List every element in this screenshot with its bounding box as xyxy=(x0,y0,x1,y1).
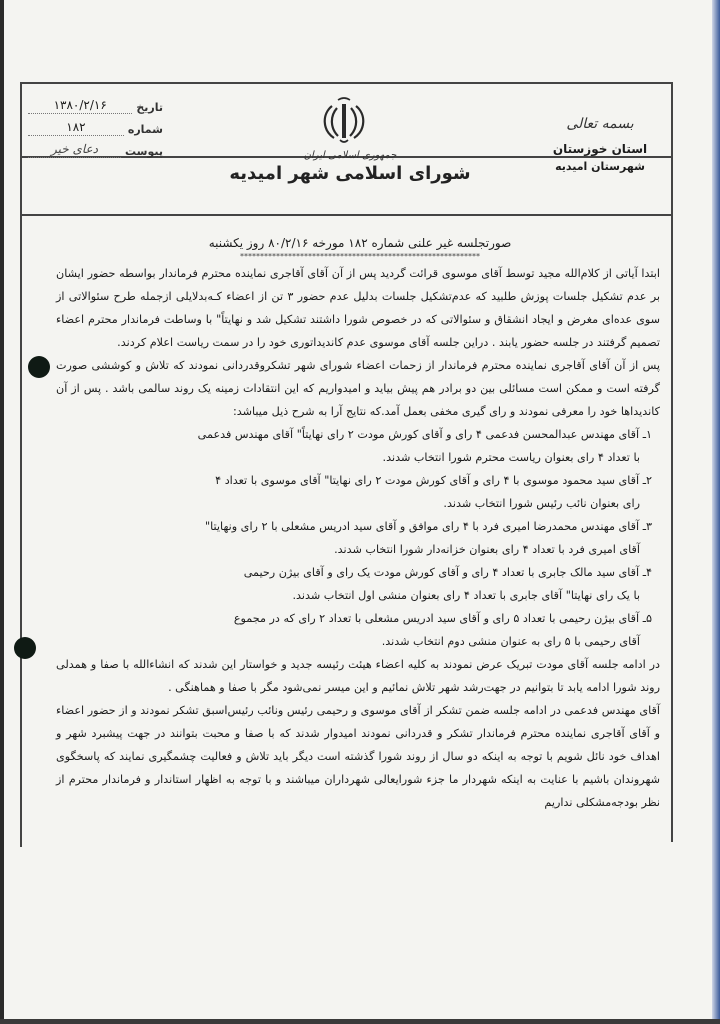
result-continuation: با تعداد ۴ رای بعنوان ریاست محترم شورا انتخاب شدند. xyxy=(382,451,640,464)
result-item-3 xyxy=(56,515,652,561)
result-continuation: آقای رحیمی با ۵ رای به عنوان منشی دوم انتخاب شدند. xyxy=(381,635,640,648)
council-title: شورای اسلامی شهر امیدیه xyxy=(229,163,471,184)
punch-hole xyxy=(14,637,36,659)
result-text: آقای سید محمود موسوی با ۴ رای و آقای کورش مودت ۲ رای نهایتا" آقای موسوی با تعداد ۴ xyxy=(215,474,640,487)
minutes-heading xyxy=(140,236,580,261)
province-label: استان خوزستان xyxy=(552,142,648,156)
date-value: ۱۳۸۰/۲/۱۶ xyxy=(28,98,132,114)
attachment-value: دعای خیر xyxy=(28,142,121,158)
letter-meta xyxy=(28,92,163,158)
iran-emblem-icon xyxy=(318,96,370,146)
scan-edge-left xyxy=(0,0,4,1024)
scan-edge-right xyxy=(712,0,720,1024)
punch-hole xyxy=(28,356,50,378)
council-heading xyxy=(200,150,500,184)
result-number: ۲ـ xyxy=(642,474,652,487)
attachment-row xyxy=(28,136,163,158)
county-label: شهرستان امیدیه xyxy=(555,160,645,173)
result-continuation: با یک رای نهایتا" آقای جابری با تعداد ۴ رای بعنوان منشی اول انتخاب شدند. xyxy=(292,589,640,602)
heading-separator: ************************************************************ xyxy=(240,252,480,261)
result-continuation: رای بعنوان نائب رئیس شورا انتخاب شدند. xyxy=(443,497,640,510)
basmala: بسمه تعالی xyxy=(566,116,634,132)
candidates-paragraph: پس از آن آقای آقاجری نماینده محترم فرماندار از زحمات اعضاء شورای شهر تشکروقدردانی نمودند که تلاش و کوششی صورت گرفته است و ممکن است مسائلی بین دو برادر هم پیش بیاید و امیدواریم که این انتقادات زمینه یک روند سالمی باشد . پس از آن کاندیداها خود را معرفی نمودند و رای گیری مخفی بعمل آمد.که نتایج آرا به شرح ذیل میباشد: xyxy=(56,359,660,418)
result-text: آقای مهندس محمدرضا امیری فرد با ۴ رای موافق و آقای سید ادریس مشعلی با ۲ رای ونهایتا" xyxy=(205,520,640,533)
republic-text: جمهوری اسلامی ایران xyxy=(303,150,397,161)
result-text: آقای مهندس عبدالمحسن فدعمی ۴ رای و آقای کورش مودت ۲ رای نهایتاً" آقای مهندس فدعمی xyxy=(197,428,640,441)
result-number: ۵ـ xyxy=(642,612,652,625)
minutes-title: صورتجلسه غیر علنی شماره ۱۸۲ مورخه ۸۰/۲/۱۶ روز یکشنبه xyxy=(208,236,512,250)
letterhead-right xyxy=(540,116,660,173)
result-item-5 xyxy=(56,607,652,653)
result-continuation: آقای امیری فرد با تعداد ۴ رای بعنوان خزانه‌دار شورا انتخاب شدند. xyxy=(334,543,640,556)
opening-paragraph: ابتدا آیاتی از کلام‌الله مجید توسط آقای موسوی قرائت گردید پس از آن آقای آقاجری نماینده محترم فرماندار بواسطه حضور ایشان بر عدم تشکیل جلسات پوزش طلبید که عدم‌تشکیل جلسات بدلیل عدم حضور ۳ تن از اعضاء کـه‌بدلایلی ازجمله طرح سئوالاتی از سوی عده‌ای مغرض و ایجاد انشقاق و سئوالاتی که در خصوص شورا داشتند تشکیل شد و نهایتاً" با وساطت فرماندار محترم اعضاء تصمیم گرفتند در جلسه حضور یابند . دراین جلسه آقای موسوی عدم کاندیداتوری خود را در سمت ریاست اعلام کردند. xyxy=(56,267,661,349)
page-frame-left-border xyxy=(20,82,22,847)
result-number: ۳ـ xyxy=(642,520,652,533)
attachment-label: پیوست xyxy=(125,145,163,158)
number-row xyxy=(28,114,163,136)
letterhead-bottom-rule xyxy=(20,214,673,216)
scan-edge-bottom xyxy=(0,1019,720,1024)
congratulations-paragraph: در ادامه جلسه آقای مودت تبریک عرض نمودند به کلیه اعضاء هیئت رئیسه جدید و خواستار این شدند که انشاءالله با صفا و همدلی روند شورا ادامه یابد تا بتوانیم در جهت‌رشد شهر تلاش نمائیم و این میسر نمی‌شود مگر با صفا و هماهنگی . xyxy=(56,658,660,694)
minutes-body xyxy=(56,262,660,814)
result-number: ۱ـ xyxy=(642,428,652,441)
result-item-4 xyxy=(56,561,652,607)
number-label: شماره xyxy=(127,123,163,136)
date-label: تاریخ xyxy=(136,101,163,114)
result-item-2 xyxy=(56,469,652,515)
closing-paragraph: آقای مهندس فدعمی در ادامه جلسه ضمن تشکر از آقای موسوی و رحیمی رئیس ونائب رئیس‌اسبق تشکر نمودند و از حضور اعضاء و آقای آقاجری نماینده محترم فرماندار تشکر و قدردانی نمودند امیدوار شدند که با صفا و محبت بتوانند در جهت پیشبرد شهر و اهداف خود نائل شویم با توجه به اینکه دو سال از روند شورا گذشته است دیگر باید تلاش و فعالیت چشمگیری نمایند که پاسخگوی شهروندان باشیم با عنایت به اینکه شهردار ما جزء شورایعالی شهرداران میباشند و با توجه به اظهار استاندار و فرماندار محترم از نظر بودجه‌مشکلی نداریم xyxy=(56,704,660,809)
page-frame-right-border xyxy=(671,82,673,842)
result-number: ۴ـ xyxy=(642,566,652,579)
result-item-1 xyxy=(56,423,652,469)
result-text: آقای بیژن رحیمی با تعداد ۵ رای و آقای سید ادریس مشعلی با تعداد ۲ رای که در مجموع xyxy=(233,612,640,625)
number-value: ۱۸۲ xyxy=(28,120,124,136)
date-row xyxy=(28,92,163,114)
result-text: آقای سید مالک جابری با تعداد ۴ رای و آقای کورش مودت یک رای و آقای بیژن رحیمی xyxy=(243,566,640,579)
